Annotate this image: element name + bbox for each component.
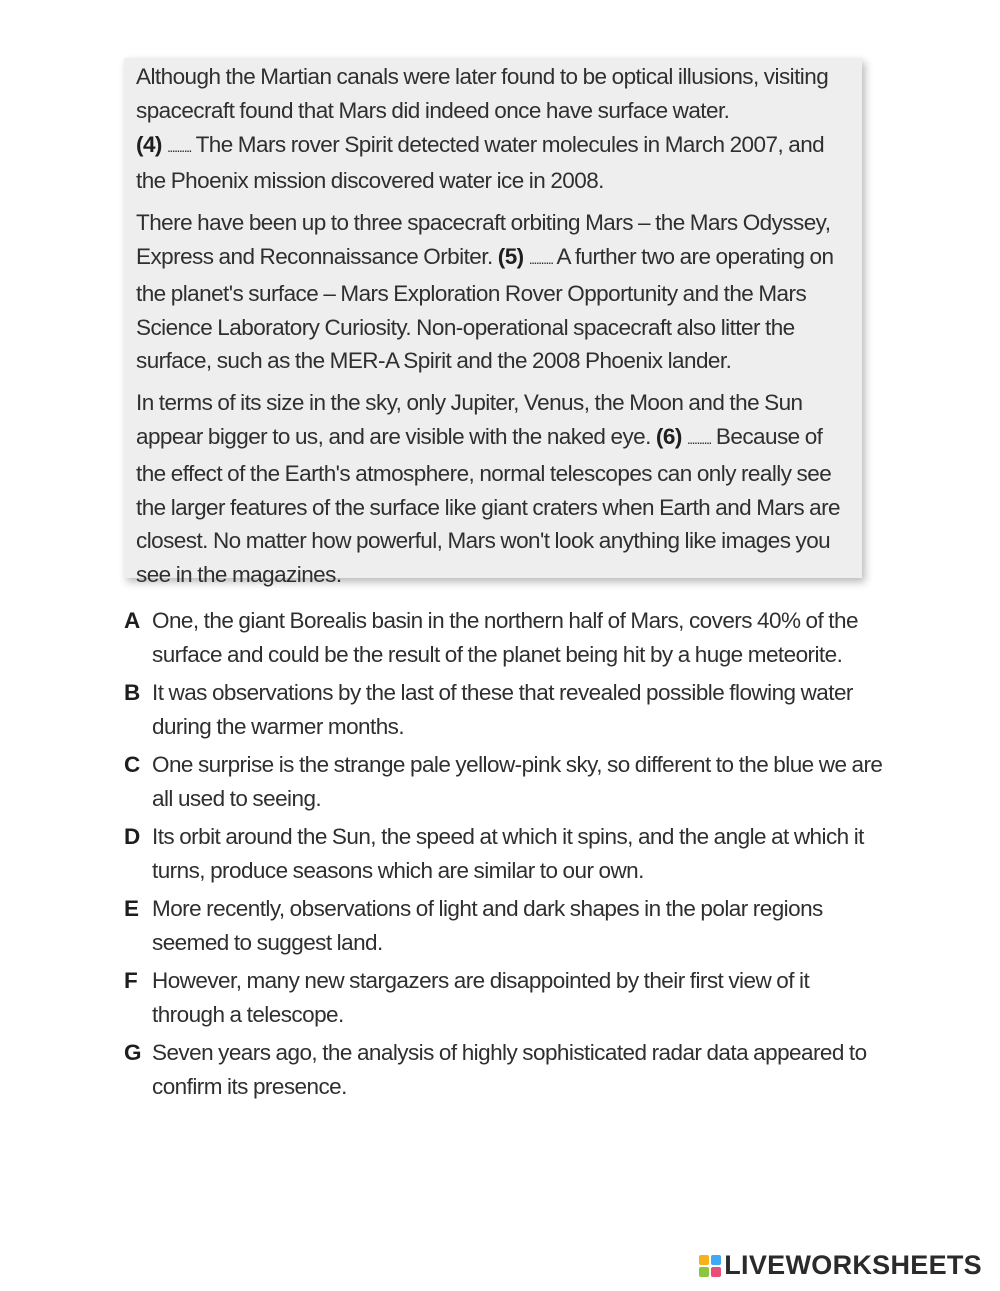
option-e [124,892,884,959]
gap-number-4: (4) [136,131,162,157]
option-letter: A [124,608,140,633]
paragraph-text: In terms of its size in the sky, only Jupiter, Venus, the Moon and the Sun appear bigger to us, and are visible with the naked eye. [136,390,803,449]
option-text: Seven years ago, the analysis of highly sophisticated radar data appeared to confirm its presence. [152,1040,867,1099]
option-letter: E [124,896,139,921]
logo-square-green [699,1267,709,1277]
paragraph-text: The Mars rover Spirit detected water molecules in March 2007, and the Phoenix mission discovered water ice in 2008. [136,131,825,194]
option-text: However, many new stargazers are disappointed by their first view of it through a telescope. [152,968,810,1027]
option-d [124,820,884,887]
option-text: It was observations by the last of these that revealed possible flowing water during the warmer months. [152,680,853,739]
gap-number-5: (5) [497,243,524,269]
option-c [124,748,884,815]
option-b [124,676,884,743]
logo-square-blue [711,1255,721,1265]
reading-passage [124,58,862,588]
option-text: One surprise is the strange pale yellow-pink sky, so different to the blue we are all used to seeing. [152,752,883,811]
option-text: Its orbit around the Sun, the speed at which it spins, and the angle at which it turns, produce seasons which are similar to our own. [152,824,864,883]
option-letter: B [124,680,140,705]
passage-paragraph-2 [136,206,848,378]
liveworksheets-logo [699,1250,982,1281]
gap-blank-5[interactable]: .......... [528,250,553,267]
liveworksheets-logo-icon [699,1255,721,1277]
gap-number-6: (6) [655,423,682,449]
gap-blank-4[interactable]: .......... [166,138,191,155]
paragraph-text: Because of the effect of the Earth's atmosphere, normal telescopes can only really see the larger features of the surface like giant craters when Earth and Mars are closest. No matter how powerful, Mars won't look anything like images you see in the magazines. [136,423,840,588]
logo-square-pink [711,1267,721,1277]
passage-paragraph-3 [136,386,848,592]
paragraph-text: There have been up to three spacecraft orbiting Mars – the Mars Odyssey, Express and Reconnaissance Orbiter. [136,210,831,269]
paragraph-text: Although the Martian canals were later found to be optical illusions, visiting spacecraft found that Mars did indeed once have surface water. [136,64,829,123]
option-g [124,1036,884,1103]
option-letter: G [124,1040,141,1065]
option-a [124,604,884,671]
option-letter: C [124,752,140,777]
option-f [124,964,884,1031]
passage-paragraph-1 [136,60,848,198]
answer-options-list [124,604,884,1108]
paragraph-text: A further two are operating on the planet's surface – Mars Exploration Rover Opportunity and the Mars Science Laboratory Curiosity. Non-operational spacecraft also litter the surface, such as the MER-A Spirit and the 2008 Phoenix lander. [136,243,834,374]
option-text: One, the giant Borealis basin in the northern half of Mars, covers 40% of the surface and could be the result of the planet being hit by a huge meteorite. [152,608,858,667]
option-letter: F [124,968,138,993]
gap-blank-6[interactable]: .......... [686,430,711,447]
brand-name: LIVEWORKSHEETS [724,1250,982,1280]
logo-square-yellow [699,1255,709,1265]
option-letter: D [124,824,140,849]
option-text: More recently, observations of light and dark shapes in the polar regions seemed to suggest land. [152,896,823,955]
